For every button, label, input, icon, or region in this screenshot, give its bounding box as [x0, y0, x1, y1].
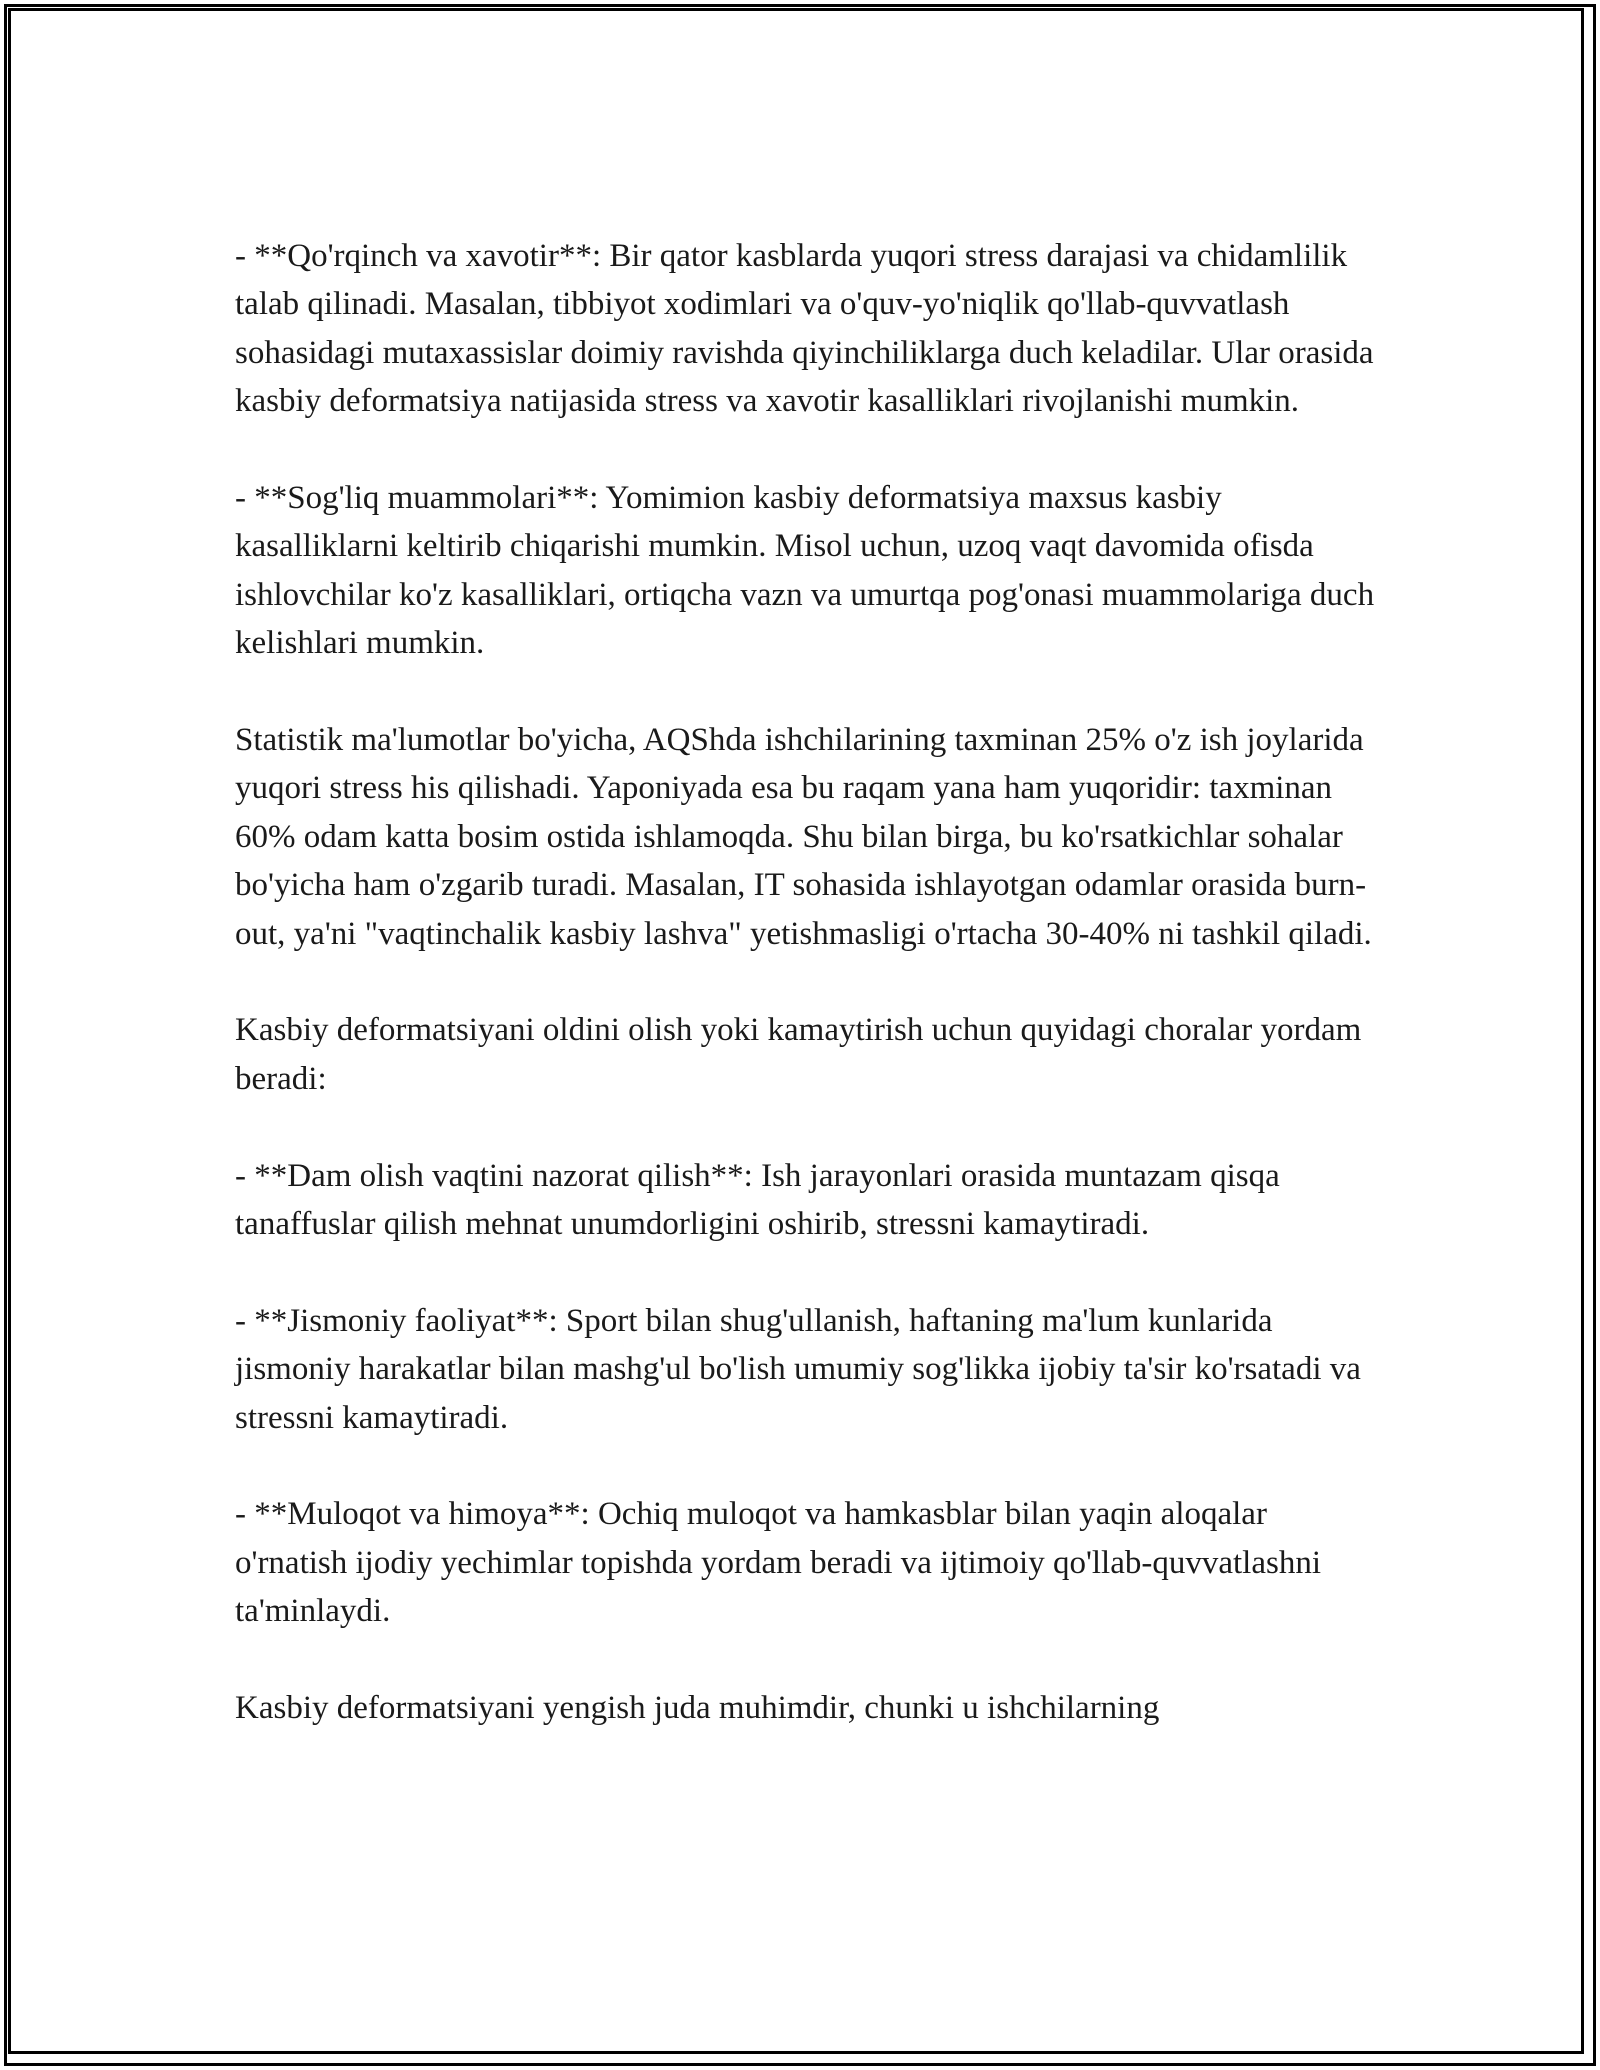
- paragraph-prevention-intro: Kasbiy deformatsiyani oldini olish yoki kamaytirish uchun quyidagi choralar yordam beradi:: [235, 1012, 1362, 1097]
- paragraph-statistics: Statistik ma'lumotlar bo'yicha, AQShda ishchilarining taxminan 25% o'z ish joylarida yuqori stress his qilishadi. Yaponiyada esa bu raqam yana ham yuqoridir: taxminan 60% odam katta bosim ostida ishlamoqda. Shu bilan birga, bu ko'rsatkichlar sohalar bo'yicha ham o'zgarib turadi. Masalan, IT sohasida ishlayotgan odamlar orasida burn-out, ya'ni "vaqtinchalik kasbiy lashva" yetishmasligi o'rtacha 30-40% ni tashkil qiladi.: [235, 722, 1372, 952]
- paragraph-conclusion: Kasbiy deformatsiyani yengish juda muhimdir, chunki u ishchilarning: [235, 1690, 1160, 1727]
- paragraph-communication: - **Muloqot va himoya**: Ochiq muloqot va hamkasblar bilan yaqin aloqalar o'rnatish ijodiy yechimlar topishda yordam beradi va ijtimoiy qo'llab-quvvatlashni ta'minlaydi.: [235, 1496, 1322, 1630]
- paragraph-health-problems: - **Sog'liq muammolari**: Yomimion kasbiy deformatsiya maxsus kasbiy kasalliklarni keltirib chiqarishi mumkin. Misol uchun, uzoq vaqt davomida ofisda ishlovchilar ko'z kasalliklari, ortiqcha vazn va umurtqa pog'onasi muammolariga duch kelishlari mumkin.: [235, 480, 1375, 662]
- document-body: [235, 232, 1375, 1732]
- paragraph-physical-activity: - **Jismoniy faoliyat**: Sport bilan shug'ullanish, haftaning ma'lum kunlarida jismoniy harakatlar bilan mashg'ul bo'lish umumiy sog'likka ijobiy ta'sir ko'rsatadi va stressni kamaytiradi.: [235, 1302, 1361, 1436]
- paragraph-fear-anxiety: - **Qo'rqinch va xavotir**: Bir qator kasblarda yuqori stress darajasi va chidamlilik talab qilinadi. Masalan, tibbiyot xodimlari va o'quv-yo'niqlik qo'llab-quvvatlash sohasidagi mutaxassislar doimiy ravishda qiyinchiliklarga duch keladilar. Ular orasida kasbiy deformatsiya natijasida stress va xavotir kasalliklari rivojlanishi mumkin.: [235, 238, 1374, 420]
- paragraph-rest-control: - **Dam olish vaqtini nazorat qilish**: Ish jarayonlari orasida muntazam qisqa tanaffuslar qilish mehnat unumdorligini oshirib, stressni kamaytiradi.: [235, 1157, 1280, 1243]
